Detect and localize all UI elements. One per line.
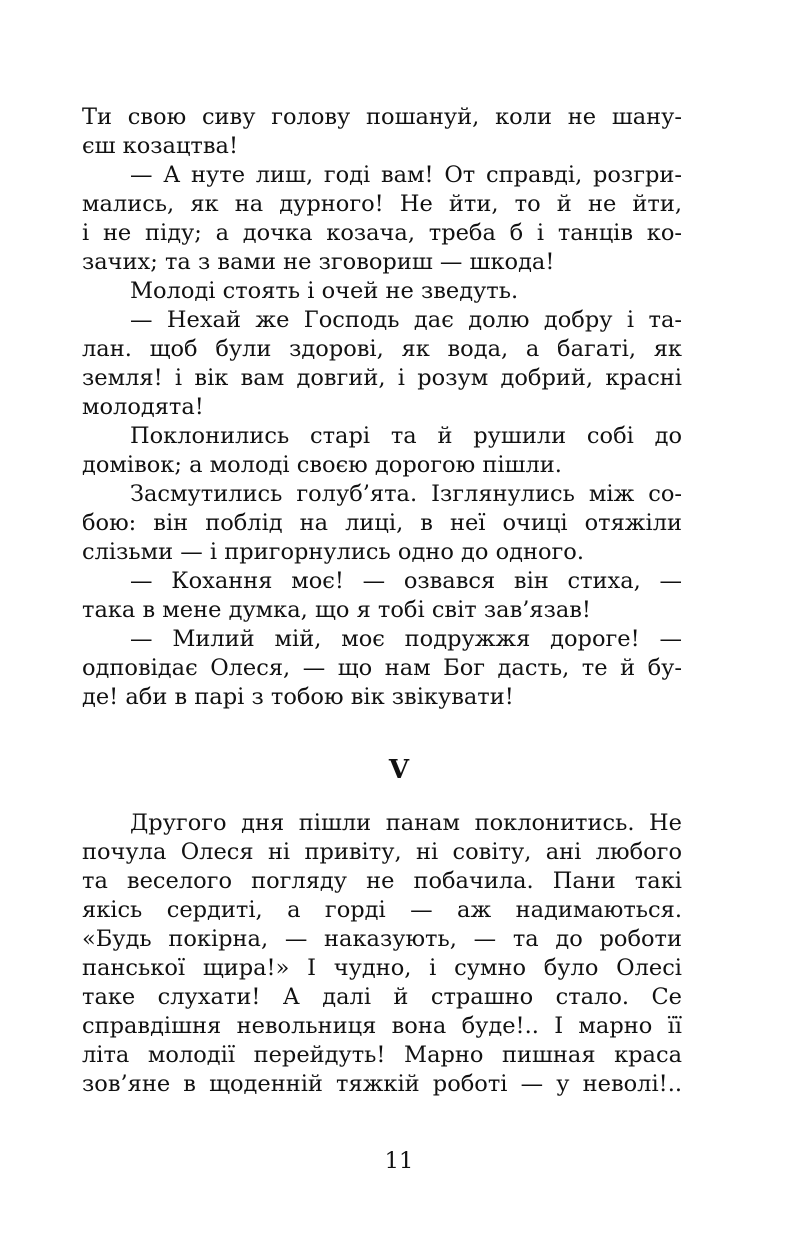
text-line: така в мене думка, що я тобі світ зав’язав! <box>82 597 591 623</box>
text-line: панської щира!» І чудно, і сумно було Олесі <box>82 955 682 981</box>
text-line: молодята! <box>82 394 204 420</box>
text-line: слізьми — і пригорнулись одно до одного. <box>82 539 584 565</box>
text-line: одповідає Олеся, — що нам Бог дасть, те й бу- <box>82 655 682 681</box>
text-line: «Будь покірна, — наказують, — та до роботи <box>82 926 682 952</box>
text-line: Ти свою сиву голову пошануй, коли не шану- <box>82 104 682 130</box>
text-line: — А нуте лиш, годі вам! От справді, розгри- <box>130 162 682 188</box>
text-line: почула Олеся ні привіту, ні совіту, ані любого <box>82 839 682 865</box>
text-line: де! аби в парі з тобою вік звікувати! <box>82 684 514 710</box>
page-number: 11 <box>384 1148 414 1174</box>
text-line: літа молодії перейдуть! Марно пишная краса <box>82 1042 682 1068</box>
text-line: таке слухати! А далі й страшно стало. Се <box>82 984 682 1010</box>
text-line: та веселого погляду не побачила. Пани такі <box>82 868 682 894</box>
text-line: справдішня невольниця вона буде!.. І марно її <box>82 1013 682 1039</box>
text-line: Засмутились голуб’ята. Ізглянулись між со- <box>130 481 682 507</box>
text-line: земля! і вік вам довгий, і розум добрий, красні <box>82 365 682 391</box>
text-line: лан. щоб були здорові, як вода, а багаті, як <box>82 336 682 362</box>
text-line: — Милий мій, моє подружжя дороге! — <box>130 626 682 652</box>
text-line: і не піду; а дочка козача, треба б і танців ко- <box>82 220 682 246</box>
text-line: домівок; а молоді своєю дорогою пішли. <box>82 452 562 478</box>
text-line: Молоді стоять і очей не зведуть. <box>130 278 519 304</box>
text-line: Поклонились старі та й рушили собі до <box>130 423 682 449</box>
text-line: єш козацтва! <box>82 133 239 159</box>
text-line: зов’яне в щоденній тяжкій роботі — у неволі!.. <box>82 1071 682 1097</box>
chapter-heading: V <box>388 755 410 785</box>
text-line: мались, як на дурного! Не йти, то й не йти, <box>82 191 682 217</box>
text-line: якісь сердиті, а горді — аж надимаються. <box>82 897 682 923</box>
body-text-section-2 <box>82 809 682 1099</box>
text-line: — Кохання моє! — озвався він стиха, — <box>130 568 682 594</box>
body-text-section-1 <box>82 103 682 712</box>
text-line: Другого дня пішли панам поклонитись. Не <box>130 810 682 836</box>
text-line: зачих; та з вами не зговориш — шкода! <box>82 249 555 275</box>
text-line: бою: він поблід на лиці, в неї очиці отяжіли <box>82 510 682 536</box>
text-line: — Нехай же Господь дає долю добру і та- <box>130 307 682 333</box>
